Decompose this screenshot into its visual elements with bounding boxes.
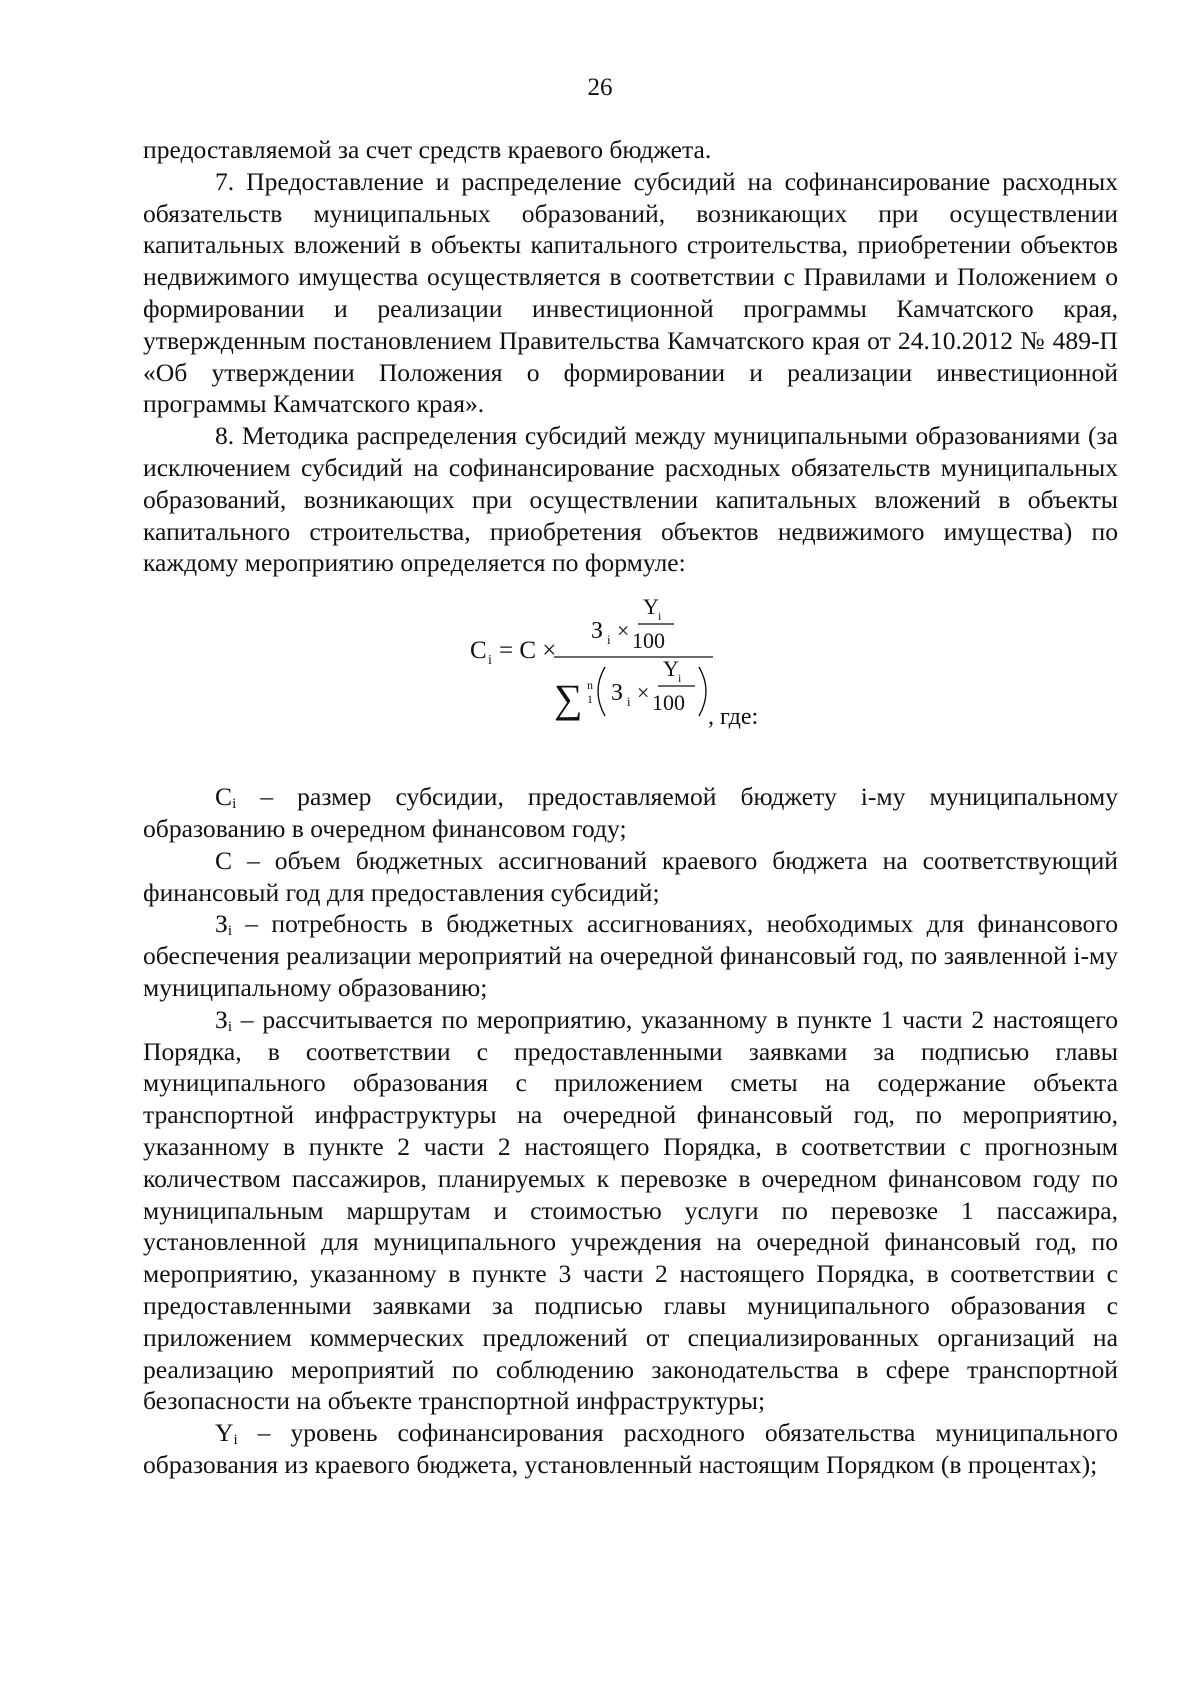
definition-symbol: Y	[215, 1418, 234, 1448]
denominator-z: З	[611, 680, 624, 707]
numerator-z-index: i	[607, 632, 611, 648]
definition-item	[143, 845, 1118, 909]
paragraph-continuation: предоставляемой за счет средств краевого бюджета.	[143, 135, 712, 164]
definition-text: – рассчитывается по мероприятию, указанному в пункте 1 части 2 настоящего Порядка, в соответствии с предоставленными заявками за подписью главы муниципального образования с приложением сметы на содержание объекта транспортной инфраструктуры на очередной финансовый год, по мероприятию, указанному в пункте 2 части 2 настоящего Порядка, в соответствии с прогнозным количеством пассажиров, планируемых к перевозке в очередном финансовом году по муниципальным маршрутам и стоимостью услуги по перевозке 1 пассажира, установленной для муниципального учреждения на очередной финансовый год, по мероприятию, указанному в пункте 3 части 2 настоящего Порядка, в соответствии с предоставленными заявками за подписью главы муниципального образования с приложением коммерческих предложений от специализированных организаций на реализацию мероприятий по соблюдению законодательства в сфере транспортной безопасности на объекте транспортной инфраструктуры;	[143, 1004, 1118, 1416]
sigma-symbol: ∑	[554, 676, 583, 722]
definition-symbol: C	[215, 845, 233, 875]
numerator-times: ×	[617, 618, 630, 644]
definition-symbol: З	[215, 1004, 228, 1034]
definition-symbol: З	[215, 909, 228, 939]
numerator-hundred: 100	[632, 628, 665, 654]
numerator-z: З	[591, 618, 604, 645]
numerator-y-index: i	[658, 609, 662, 624]
definition-symbol-index: i	[232, 796, 237, 813]
definition-text: – размер субсидии, предоставляемой бюджету i-му муниципальному образованию в очередном финансовом году;	[143, 782, 1118, 843]
paragraph-7: 7. Предоставление и распределение субсидий на софинансирование расходных обязательств муниципальных образований, возникающих при осуществлении капитальных вложений в объекты капитального строительства, приобретении объектов недвижимого имущества осуществляется в соответствии с Правилами и Положением о формировании и реализации инвестиционной программы Камчатского края, утвержденным постановлением Правительства Камчатского края от 24.10.2012 № 489-П «Об утверждении Положения о формировании и реализации инвестиционной программы Камчатского края».	[143, 166, 1118, 419]
definition-text: – потребность в бюджетных ассигнованиях, необходимых для финансового обеспечения реализации мероприятий на очередной финансовый год, по заявленной i-му муниципальному образованию;	[143, 909, 1118, 1002]
definition-text: – уровень софинансирования расходного обязательства муниципального образования из краевого бюджета, установленный настоящим Порядком (в процентах);	[143, 1418, 1118, 1479]
sum-upper-limit: n	[587, 678, 593, 693]
page-number: 26	[587, 74, 613, 101]
denominator-hundred: 100	[652, 690, 685, 716]
definition-symbol-index: i	[227, 923, 232, 940]
denominator-y-index: i	[678, 671, 682, 686]
denominator-y: Y	[663, 656, 679, 682]
definition-symbol: C	[215, 782, 233, 812]
document-body	[143, 134, 1118, 1481]
sum-lower-limit: 1	[587, 692, 593, 707]
formula	[143, 579, 1118, 754]
definition-item	[143, 908, 1118, 1003]
formula-lhs-index: i	[488, 653, 492, 669]
numerator-y: Y	[643, 594, 659, 620]
paragraph-8: 8. Методика распределения субсидий между муниципальными образованиями (за исключением субсидий на софинансирование расходных обязательств муниципальных образований, возникающих при осуществлении капитальных вложений в объекты капитального строительства, приобретения объектов недвижимого имущества) по каждому мероприятию определяется по формуле:	[143, 421, 1118, 578]
definition-item	[143, 1004, 1118, 1417]
definition-item	[143, 1417, 1118, 1481]
definitions-list	[143, 781, 1118, 1481]
denominator-z-index: i	[627, 694, 631, 710]
definition-text: – объем бюджетных ассигнований краевого бюджета на соответствующий финансовый год для предоставления субсидий;	[143, 845, 1118, 907]
formula-equals-times: = C ×	[499, 637, 557, 665]
left-parenthesis	[598, 667, 605, 716]
right-parenthesis	[699, 667, 706, 716]
definition-symbol-index: i	[227, 1018, 232, 1035]
formula-lhs: C	[470, 637, 487, 665]
formula-graphic	[143, 579, 1118, 754]
denominator-times: ×	[637, 680, 650, 706]
definition-symbol-index: i	[233, 1432, 238, 1449]
definition-item	[143, 781, 1118, 845]
formula-suffix: , где:	[708, 704, 759, 731]
